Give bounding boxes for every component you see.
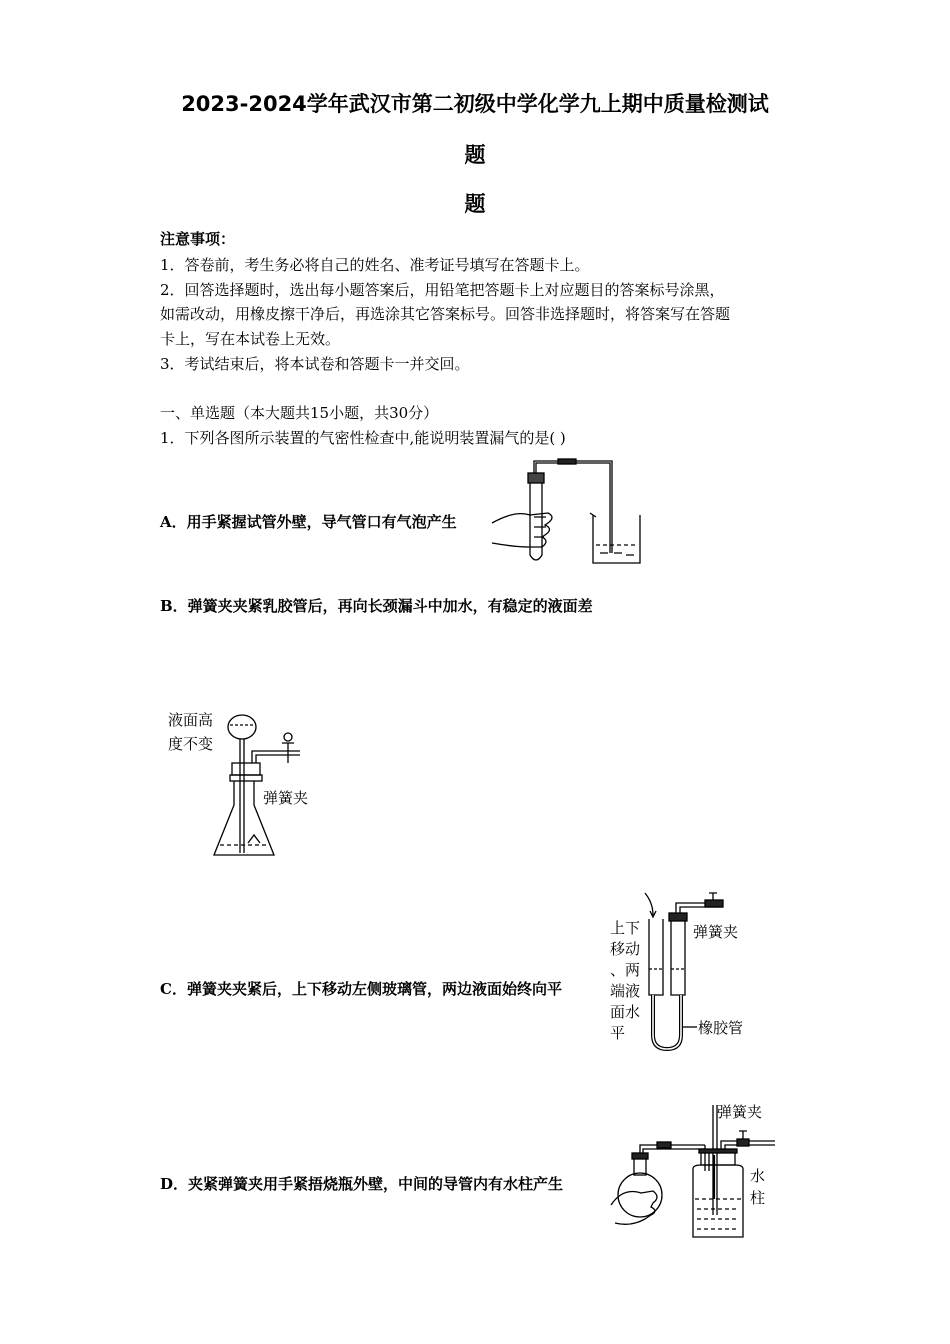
notice-item-1: 1．答卷前，考生务必将自己的姓名、准考证号填写在答题卡上。: [160, 256, 590, 274]
figure-c-label-move-4: 端液: [610, 982, 641, 1000]
notice-item-2b: 如需改动，用橡皮擦干净后，再选涂其它答案标号。回答非选择题时，将答案写在答题: [160, 305, 731, 323]
notice-item-2c: 卡上，写在本试卷上无效。: [160, 330, 341, 348]
figure-c-label-tube: 橡胶管: [698, 1019, 744, 1037]
figure-b-label-level-2: 度不变: [168, 735, 214, 753]
figure-b-apparatus: [160, 705, 330, 865]
figure-c-label-move-2: 移动: [610, 940, 641, 958]
question-1-stem: 1．下列各图所示装置的气密性检查中,能说明装置漏气的是( ): [160, 429, 566, 447]
figure-c-label-move-6: 平: [610, 1024, 626, 1042]
figure-b-label-level-1: 液面高: [168, 711, 214, 729]
option-d: D．夹紧弹簧夹用手紧捂烧瓶外壁，中间的导管内有水柱产生: [160, 1175, 564, 1193]
option-a: A．用手紧握试管外壁，导气管口有气泡产生: [160, 513, 457, 531]
figure-a-apparatus: [490, 455, 650, 570]
page-title-repeat: 题: [464, 192, 486, 216]
figure-c-label-clamp: 弹簧夹: [693, 923, 739, 941]
figure-d-label-water-2: 柱: [750, 1189, 766, 1207]
option-b: B．弹簧夹夹紧乳胶管后，再向长颈漏斗中加水，有稳定的液面差: [160, 597, 593, 615]
notice-heading: 注意事项：: [160, 230, 236, 248]
figure-d-label-clamp: 弹簧夹: [717, 1103, 763, 1121]
figure-c-label-move-1: 上下: [610, 919, 641, 937]
figure-c-label-move-5: 面水: [610, 1003, 641, 1021]
figure-c-label-move-3: 、两: [610, 961, 641, 979]
option-c: C．弹簧夹夹紧后，上下移动左侧玻璃管，两边液面始终向平: [160, 980, 562, 998]
figure-b-label-clamp: 弹簧夹: [263, 789, 309, 807]
figure-c-apparatus: [605, 885, 780, 1055]
page-title: 2023-2024学年武汉市第二初级中学化学九上期中质量检测试: [181, 92, 769, 116]
notice-item-3: 3．考试结束后，将本试卷和答题卡一并交回。: [160, 355, 470, 373]
figure-d-label-water-1: 水: [750, 1167, 766, 1185]
figure-d-apparatus: [605, 1095, 785, 1245]
section-heading: 一、单选题（本大题共15小题，共30分）: [160, 404, 439, 422]
notice-item-2a: 2．回答选择题时，选出每小题答案后，用铅笔把答题卡上对应题目的答案标号涂黑，: [160, 281, 725, 299]
page-title-continued: 题: [464, 143, 486, 167]
